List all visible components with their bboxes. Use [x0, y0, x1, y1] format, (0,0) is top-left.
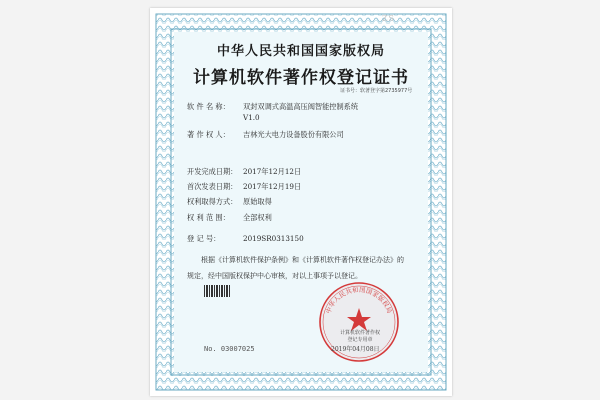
- corner-mark: ZS: [382, 14, 396, 23]
- registration-number-value: 2019SR0313150: [243, 234, 304, 243]
- issuer-stamp-text: [333, 330, 387, 344]
- copyright-owner-label: 著 作 权 人：: [187, 130, 230, 139]
- serial-number: No. 03007025: [204, 345, 255, 353]
- dev-completion-field: [187, 167, 301, 177]
- registration-number-field: [187, 234, 304, 244]
- scope-field: [187, 213, 272, 223]
- registration-number-label: 登 记 号：: [187, 234, 221, 243]
- first-publication-value: 2017年12月19日: [243, 182, 302, 191]
- software-name-value: 双封双调式高温高压阀智能控制系统: [243, 102, 359, 111]
- seal-arc-text: 中华人民共和国国家版权局: [325, 286, 393, 315]
- first-publication-label: 首次发表日期：: [187, 182, 238, 191]
- copyright-owner-value: 吉林光大电力设备股份有限公司: [243, 130, 344, 139]
- software-version: V1.0: [243, 113, 260, 122]
- first-publication-field: [187, 182, 301, 192]
- issuer-line-2: 登记专用章: [347, 337, 373, 343]
- certificate-title: 计算机软件著作权登记证书: [193, 68, 409, 88]
- dev-completion-label: 开发完成日期：: [187, 167, 238, 176]
- issuer-line-1: 计算机软件著作权: [339, 330, 380, 336]
- scope-value: 全部权利: [243, 213, 272, 222]
- acquisition-field: [187, 197, 272, 207]
- issue-date: 2019年04月08日: [331, 346, 380, 353]
- scope-label: 权 利 范 围：: [187, 213, 230, 222]
- acquisition-value: 原始取得: [243, 197, 272, 206]
- statement-line-1: 根据《计算机软件保护条例》和《计算机软件著作权登记办法》的: [201, 256, 404, 264]
- statement-line-2: 规定，经中国版权保护中心审核，对以上事项予以登记。: [187, 272, 362, 280]
- copyright-owner-field: [187, 130, 344, 140]
- dev-completion-value: 2017年12月12日: [243, 167, 302, 176]
- barcode: [204, 285, 230, 297]
- software-name-label: 软 件 名 称：: [187, 102, 230, 111]
- issuing-authority-title: 中华人民共和国国家版权局: [216, 44, 385, 59]
- certificate-number: 证书号：软著登字第2735977号: [340, 88, 413, 94]
- acquisition-label: 权利取得方式：: [187, 197, 238, 206]
- software-name-field: [187, 102, 358, 112]
